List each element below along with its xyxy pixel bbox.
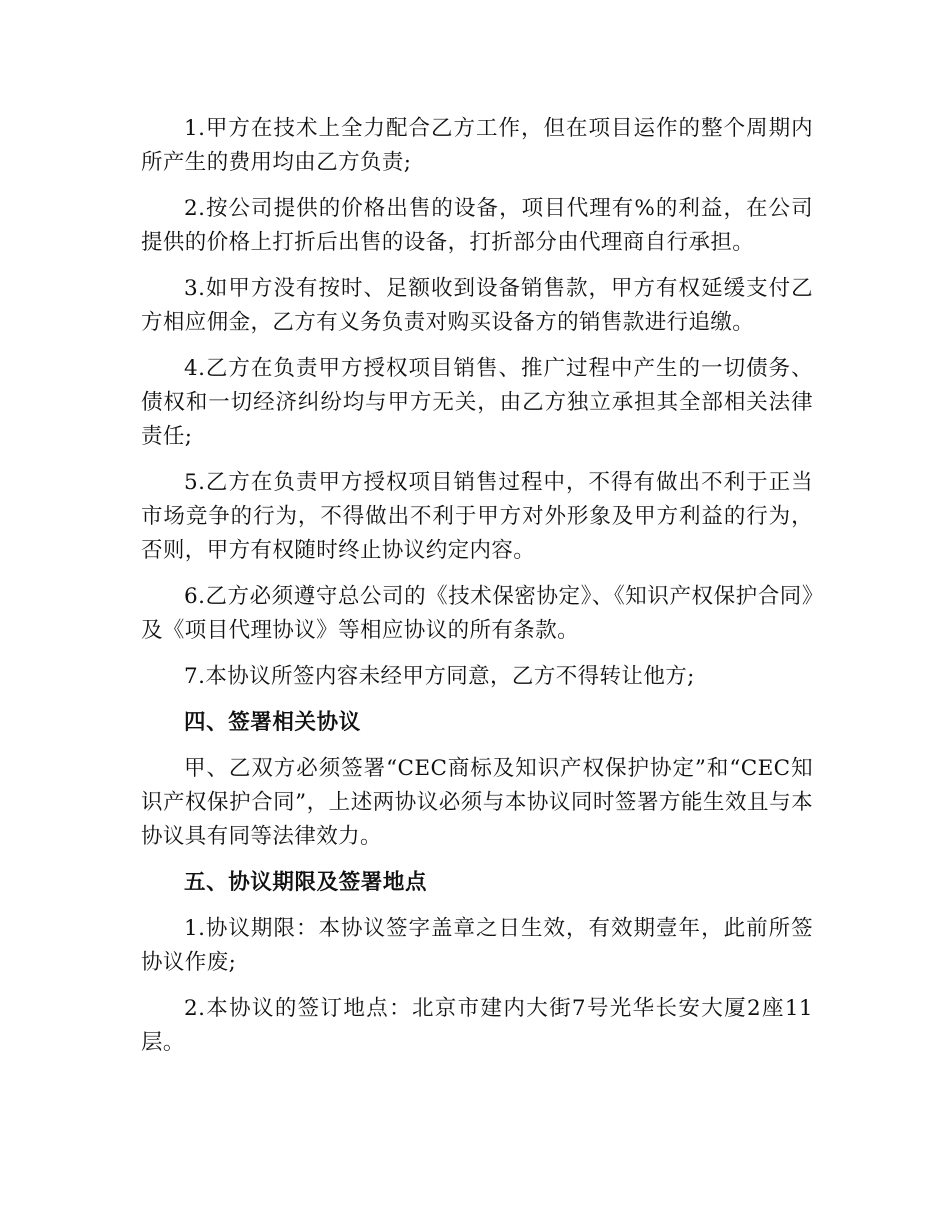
clause-7: 7.本协议所签内容未经甲方同意，乙方不得转让他方;	[184, 664, 695, 689]
location-clause: 2.本协议的签订地点：北京市建内大街7号光华长安大厦2座11层。	[141, 996, 813, 1055]
section-heading-5: 五、协议期限及签署地点	[184, 870, 428, 895]
clause-4: 4.乙方在负责甲方授权项目销售、推广过程中产生的一切债务、债权和一切经济纠纷均与甲方无关，由乙方独立承担其全部相关法律责任;	[141, 356, 813, 449]
document-page	[141, 112, 813, 1072]
clause-1: 1.甲方在技术上全力配合乙方工作，但在项目运作的整个周期内所产生的费用均由乙方负责;	[141, 116, 813, 175]
clause-5: 5.乙方在负责甲方授权项目销售过程中，不得有做出不利于正当市场竞争的行为，不得做出不利于甲方对外形象及甲方利益的行为，否则，甲方有权随时终止协议约定内容。	[141, 470, 813, 563]
section-4-body: 甲、乙双方必须签署“CEC商标及知识产权保护协定”和“CEC知识产权保护合同”，上述两协议必须与本协议同时签署方能生效且与本协议具有同等法律效力。	[141, 756, 813, 849]
clause-6: 6.乙方必须遵守总公司的《技术保密协定》、《知识产权保护合同》及《项目代理协议》等相应协议的所有条款。	[141, 584, 813, 643]
term-clause: 1.协议期限：本协议签字盖章之日生效，有效期壹年，此前所签协议作废;	[141, 916, 813, 975]
section-heading-4: 四、签署相关协议	[184, 710, 361, 735]
clause-3: 3.如甲方没有按时、足额收到设备销售款，甲方有权延缓支付乙方相应佣金，乙方有义务负责对购买设备方的销售款进行追缴。	[141, 276, 813, 335]
clause-2: 2.按公司提供的价格出售的设备，项目代理有%的利益，在公司提供的价格上打折后出售的设备，打折部分由代理商自行承担。	[141, 196, 813, 255]
